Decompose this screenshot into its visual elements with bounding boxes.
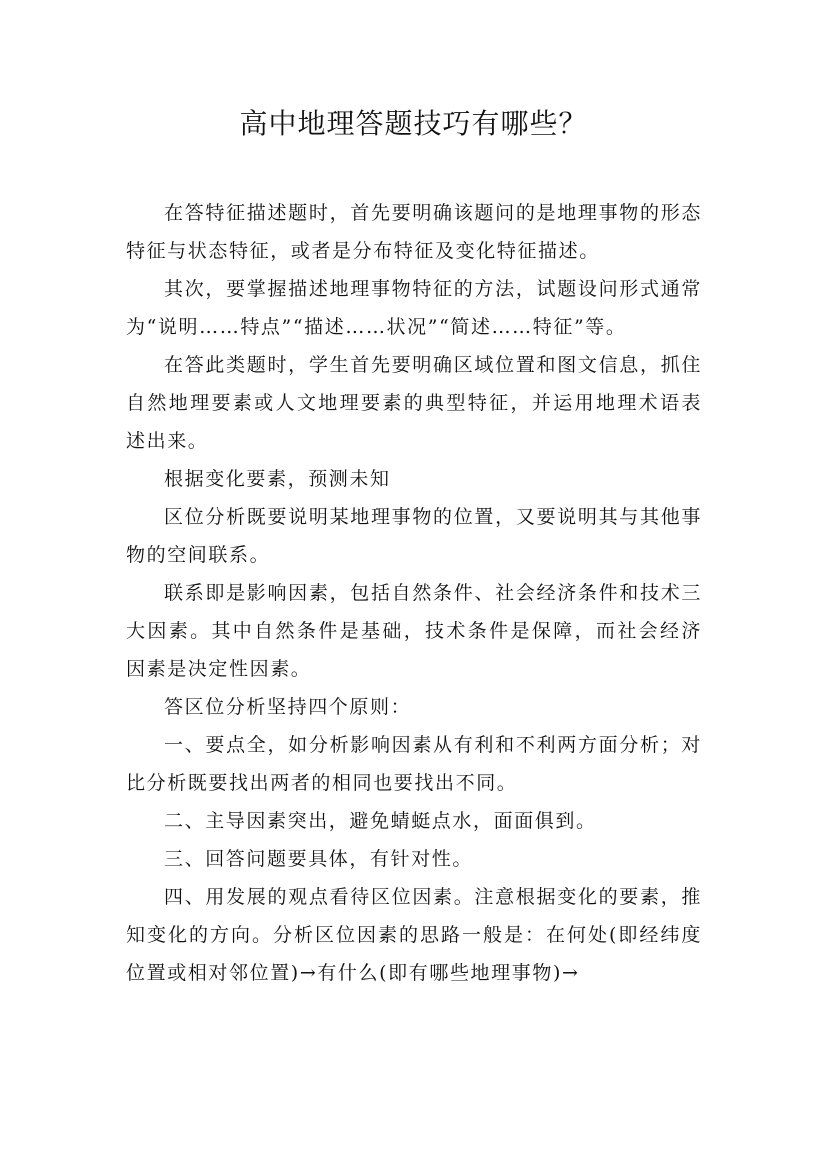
paragraph-5: 区位分析既要说明某地理事物的位置，又要说明其与其他事物的空间联系。	[126, 506, 702, 566]
paragraph-10: 三、回答问题要具体，有针对性。	[164, 848, 474, 870]
paragraph-1: 在答特征描述题时，首先要明确该题问的是地理事物的形态特征与状态特征，或者是分布特征及变化特征描述。	[126, 202, 702, 262]
paragraph-9: 二、主导因素突出，避免蜻蜓点水，面面俱到。	[164, 810, 597, 832]
document-title: 高中地理答题技巧有哪些？	[239, 107, 588, 140]
paragraph-8: 一、要点全，如分析影响因素从有利和不利两方面分析；对比分析既要找出两者的相同也要找出不同。	[126, 734, 702, 794]
paragraph-11: 四、用发展的观点看待区位因素。注意根据变化的要素，推知变化的方向。分析区位因素的思路一般是：在何处(即经纬度位置或相对邻位置)→有什么(即有哪些地理事物)→	[126, 886, 702, 984]
document-body	[126, 194, 702, 992]
paragraph-2: 其次，要掌握描述地理事物特征的方法，试题设问形式通常为“说明……特点”“描述……状况”“简述……特征”等。	[126, 278, 702, 338]
paragraph-7: 答区位分析坚持四个原则：	[164, 696, 412, 718]
paragraph-3: 在答此类题时，学生首先要明确区域位置和图文信息，抓住自然地理要素或人文地理要素的典型特征，并运用地理术语表述出来。	[126, 354, 702, 452]
paragraph-4: 根据变化要素，预测未知	[164, 468, 391, 490]
paragraph-6: 联系即是影响因素，包括自然条件、社会经济条件和技术三大因素。其中自然条件是基础，技术条件是保障，而社会经济因素是决定性因素。	[126, 582, 702, 680]
